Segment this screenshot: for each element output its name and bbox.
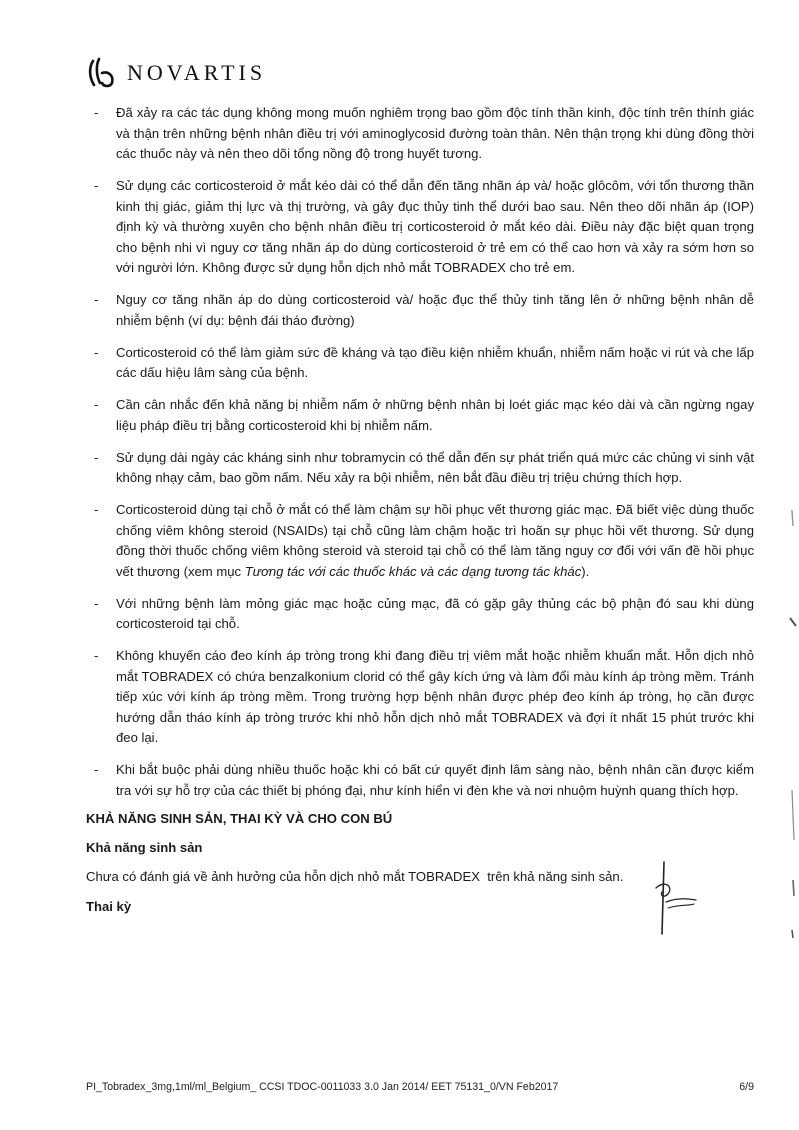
cross-reference-title: Tương tác với các thuốc khác và các dạng tương tác khác bbox=[244, 563, 582, 579]
bullet-dash: - bbox=[94, 648, 99, 663]
bullet-item bbox=[86, 760, 754, 801]
bullet-text: Corticosteroid có thể làm giảm sức đề kháng và tạo điều kiện nhiễm khuẩn, nhiễm nấm hoặc vi rút và che lấp các dấu hiệu lâm sàng của bệnh. bbox=[116, 344, 754, 380]
bullet-dash: - bbox=[94, 344, 99, 360]
bullet-dash: - bbox=[94, 502, 99, 517]
scan-margin-marks bbox=[770, 0, 799, 1130]
bullet-text: Đã xảy ra các tác dụng không mong muốn nghiêm trọng bao gồm độc tính thần kinh, độc tính trên thính giác và thận trên những bệnh nhân điều trị với aminoglycosid đường toàn thân. Nên thận trọng khi dùng đồng thời các thuốc này và nên theo dõi tổng nồng độ trong huyết tương. bbox=[116, 105, 754, 161]
bullet-text: Cần cân nhắc đến khả năng bị nhiễm nấm ở những bệnh nhân bị loét giác mạc kéo dài và cần ngừng ngay liệu pháp điều trị bằng corticosteroid khi bị nhiễm nấm. bbox=[116, 397, 754, 433]
page-number: 6/9 bbox=[739, 1081, 754, 1093]
bullet-text: Sử dụng các corticosteroid ở mắt kéo dài có thể dẫn đến tăng nhãn áp và/ hoặc glôcôm, với tổn thương thần kinh thị giác, giảm thị lực và thị trường, và gây đục thủy tinh thể dưới bao sau. Nên theo dõi nhãn áp (IOP) định kỳ và thường xuyên cho bệnh nhân điều trị corticosteroid ở mắt kéo dài. Điều này đặc biệt quan trọng cho bệnh nhi vì nguy cơ tăng nhãn áp do dùng corticosteroid ở trẻ em có thể cao hơn và xảy ra sớm hơn so với người lớn. Không được sử dụng hỗn dịch nhỏ mắt TOBRADEX cho trẻ em. bbox=[116, 178, 754, 275]
bullet-item bbox=[86, 290, 754, 331]
bullet-item bbox=[86, 343, 754, 384]
novartis-flame-icon bbox=[86, 57, 120, 89]
bullet-dash: - bbox=[94, 449, 99, 465]
bullet-text: Với những bệnh làm mỏng giác mạc hoặc củng mạc, đã có gặp gây thủng các bộ phận đó sau khi dùng corticosteroid tại chỗ. bbox=[116, 595, 754, 631]
bullet-dash: - bbox=[94, 595, 99, 611]
section-heading: KHẢ NĂNG SINH SẢN, THAI KỲ VÀ CHO CON BÚ bbox=[86, 811, 393, 826]
document-footer bbox=[86, 1081, 754, 1093]
bullet-item bbox=[86, 646, 754, 749]
bullet-dash: - bbox=[94, 397, 99, 412]
document-body bbox=[86, 103, 754, 926]
bullet-dash: - bbox=[94, 762, 99, 777]
bullet-text bbox=[116, 502, 754, 579]
bullet-text: Sử dụng dài ngày các kháng sinh như tobramycin có thể dẫn đến sự phát triển quá mức các chủng vi sinh vật không nhạy cảm, bao gồm nấm. Nếu xảy ra bội nhiễm, nên bắt đầu điều trị triệu chứng thích hợp. bbox=[116, 449, 754, 485]
handwritten-signature bbox=[650, 858, 705, 938]
bullet-dash: - bbox=[94, 105, 99, 120]
subsection-heading-pregnancy: Thai kỳ bbox=[86, 898, 132, 914]
bullet-item bbox=[86, 103, 754, 165]
bullet-dash: - bbox=[94, 292, 99, 307]
footer-reference: PI_Tobradex_3mg,1ml/ml_Belgium_ CCSI TDOC-0011033 3.0 Jan 2014/ EET 75131_0/VN Feb2017 bbox=[86, 1081, 559, 1093]
subsection-heading-fertility: Khả năng sinh sản bbox=[86, 839, 203, 855]
bullet-dash: - bbox=[94, 178, 99, 193]
bullet-item bbox=[86, 395, 754, 436]
bullet-text: Nguy cơ tăng nhãn áp do dùng corticosteroid và/ hoặc đục thể thủy tinh tăng lên ở những bệnh nhân dễ nhiễm bệnh (ví dụ: bệnh đái tháo đường) bbox=[116, 292, 754, 328]
bullet-item bbox=[86, 448, 754, 489]
bullet-text: Không khuyến cáo đeo kính áp tròng trong khi đang điều trị viêm mắt hoặc nhiễm khuẩn mắt. Hỗn dịch nhỏ mắt TOBRADEX có chứa benzalkonium clorid có thể gây kích ứng và làm đổi màu kính áp tròng mềm. Tránh tiếp xúc với kính áp tròng mềm. Trong trường hợp bệnh nhân được phép đeo kính áp tròng, họ cần được hướng dẫn tháo kính áp tròng trước khi nhỏ hỗn dịch nhỏ mắt TOBRADEX và đợi ít nhất 15 phút trước khi đeo lại. bbox=[116, 648, 754, 745]
fertility-paragraph: Chưa có đánh giá về ảnh hưởng của hỗn dịch nhỏ mắt TOBRADEX trên khả năng sinh sản. bbox=[86, 869, 624, 884]
bullet-text-part: Corticosteroid dùng tại chỗ ở mắt có thể làm chậm sự hồi phục vết thương giác mạc. Đã biết việc dùng thuốc chống viêm không steroid (NSAIDs) tại chỗ cũng làm chậm hoặc trì hoãn sự phục hồi vết thương. Sử dụng đồng thời thuốc chống viêm không steroid và steroid tại chỗ có thể làm tăng nguy cơ đối với vấn đề hồi phục vết thương (xem mục bbox=[116, 502, 754, 579]
bullet-text-part: ). bbox=[581, 563, 590, 579]
bullet-item bbox=[86, 176, 754, 279]
document-header bbox=[86, 55, 266, 91]
bullet-text: Khi bắt buộc phải dùng nhiều thuốc hoặc khi có bất cứ quyết định lâm sàng nào, bệnh nhân cần được kiểm tra với sự hỗ trợ của các thiết bị phóng đại, như kính hiển vi đèn khe và nơi nhuộm huỳnh quang thích hợp. bbox=[116, 762, 754, 798]
brand-name: NOVARTIS bbox=[127, 60, 267, 85]
bullet-item bbox=[86, 500, 754, 582]
bullet-item bbox=[86, 594, 754, 635]
